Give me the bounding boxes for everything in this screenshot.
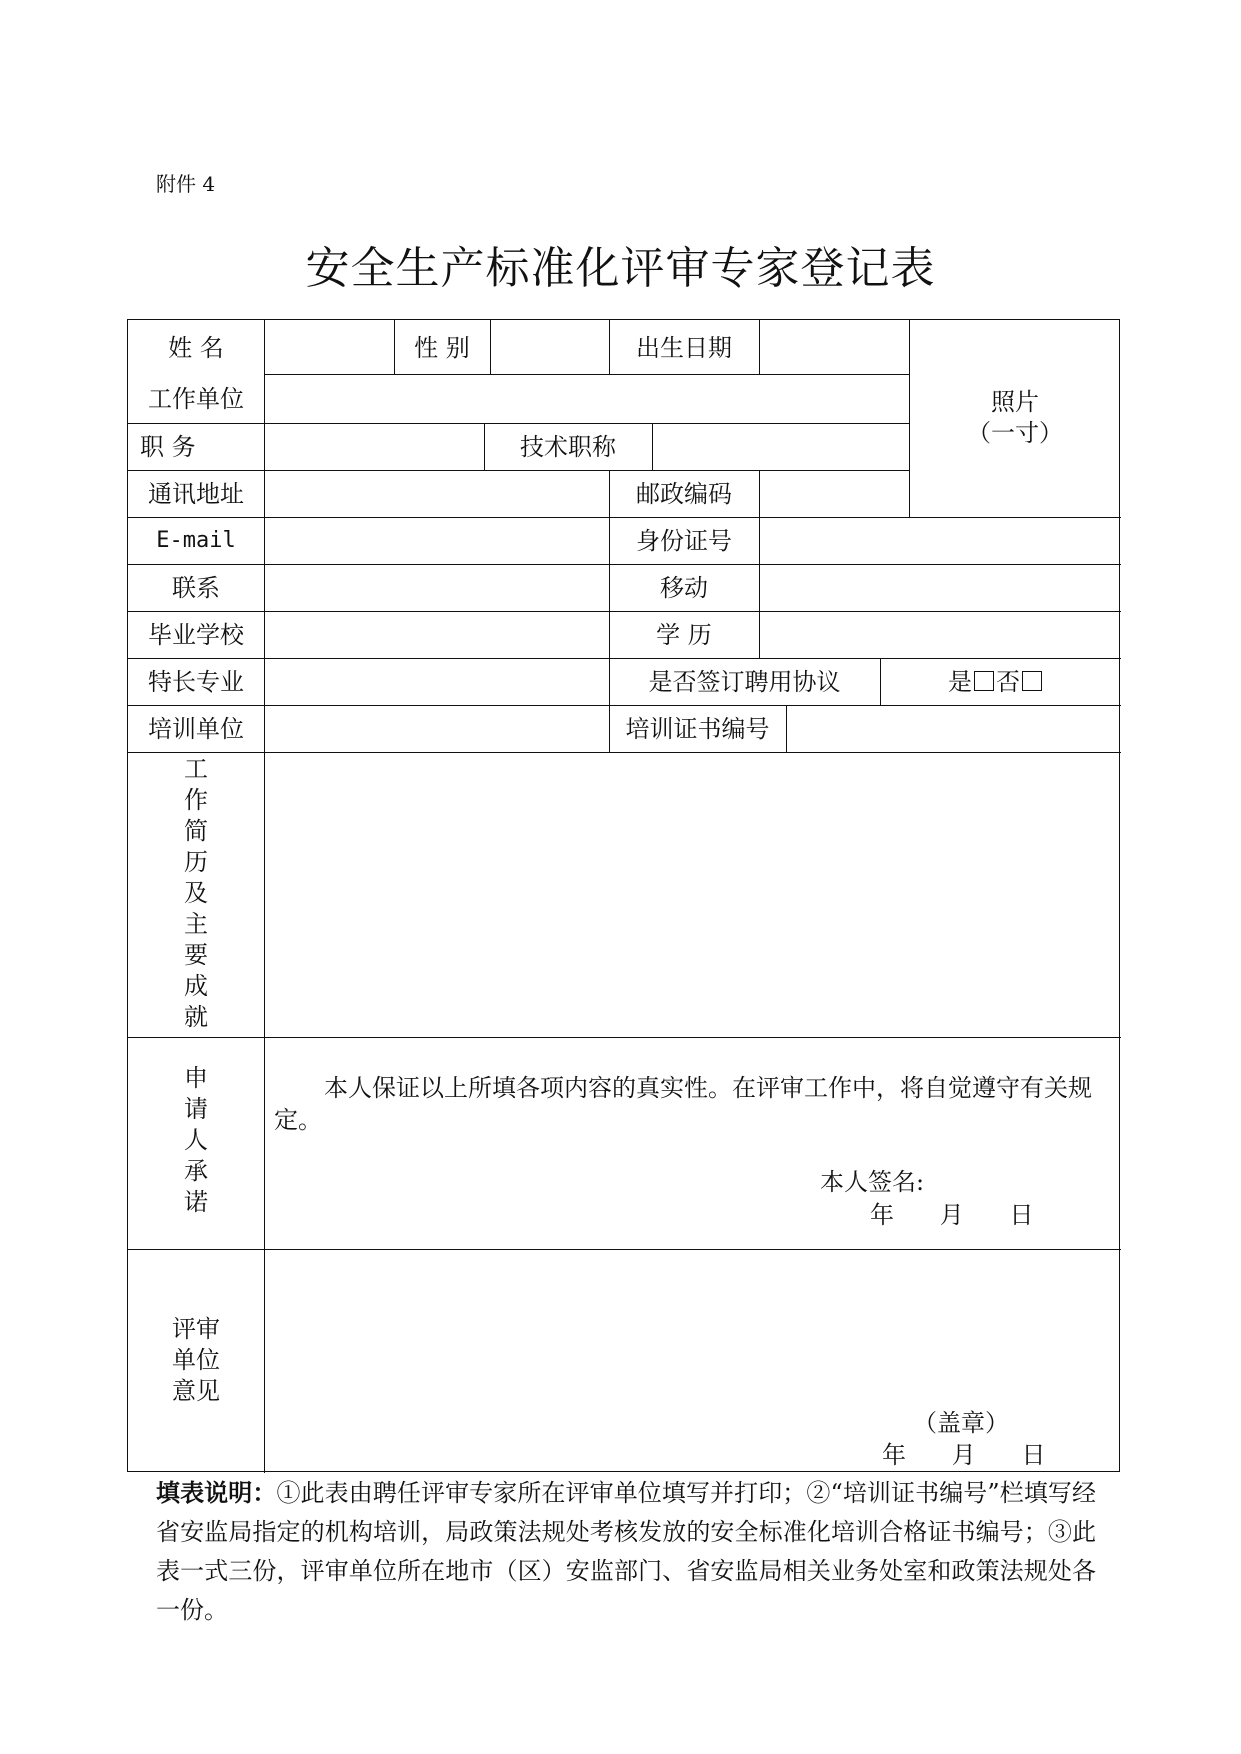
- pledge-text: 本人保证以上所填各项内容的真实性。在评审工作中，将自觉遵守有关规定。: [274, 1074, 1092, 1134]
- instructions-text: ①此表由聘任评审专家所在评审单位填写并打印；②“培训证书编号”栏填写经省安监局指定的机构培训，局政策法规处考核发放的安全标准化培训合格证书编号；③此表一式三份，评审单位所在地市（区）安监部门、省安监局相关业务处室和政策法规处各一份。: [156, 1479, 1097, 1624]
- signature-label: 本人签名:: [820, 1168, 925, 1196]
- position-label: 职 务: [140, 433, 196, 461]
- education-label: 学 历: [656, 621, 712, 649]
- form-title: 安全生产标准化评审专家登记表: [305, 243, 936, 294]
- attachment-label: 附件 4: [156, 172, 216, 196]
- registration-table: [127, 319, 1120, 1472]
- instructions-heading: 填表说明：: [156, 1478, 277, 1507]
- postcode-label: 邮政编码: [636, 480, 732, 508]
- filling-instructions: [156, 1473, 1096, 1630]
- email-label: E-mail: [156, 528, 236, 553]
- opinion-label: 评审 单位 意见: [172, 1315, 220, 1405]
- id-number-label: 身份证号: [636, 527, 732, 555]
- opinion-date-label: 年 月 日: [882, 1441, 1046, 1469]
- yes-checkbox[interactable]: [974, 671, 994, 691]
- address-label: 通讯地址: [148, 480, 244, 508]
- name-label: 姓 名: [168, 334, 224, 362]
- birth-date-label: 出生日期: [636, 334, 732, 362]
- agreement-options: [948, 668, 1044, 696]
- school-label: 毕业学校: [148, 621, 244, 649]
- contact-label: 联系: [172, 574, 220, 602]
- agreement-label: 是否签订聘用协议: [648, 668, 841, 696]
- workplace-label: 工作单位: [148, 385, 244, 413]
- resume-label: 工 作 简 历 及 主 要 成 就: [184, 755, 208, 1031]
- pledge-label: 申 请 人 承 诺: [184, 1064, 208, 1216]
- yes-label: 是: [948, 668, 972, 696]
- photo-size-label: （一寸）: [967, 419, 1063, 447]
- no-checkbox[interactable]: [1022, 671, 1042, 691]
- specialty-label: 特长专业: [148, 668, 244, 696]
- pledge-date-label: 年 月 日: [870, 1201, 1034, 1229]
- photo-label: 照片: [991, 388, 1039, 416]
- mobile-label: 移动: [660, 574, 708, 602]
- professional-title-label: 技术职称: [520, 433, 616, 461]
- seal-label: （盖章）: [913, 1409, 1009, 1437]
- certificate-number-label: 培训证书编号: [625, 715, 770, 743]
- training-unit-label: 培训单位: [148, 715, 244, 743]
- no-label: 否: [996, 668, 1020, 696]
- gender-label: 性 别: [414, 334, 470, 362]
